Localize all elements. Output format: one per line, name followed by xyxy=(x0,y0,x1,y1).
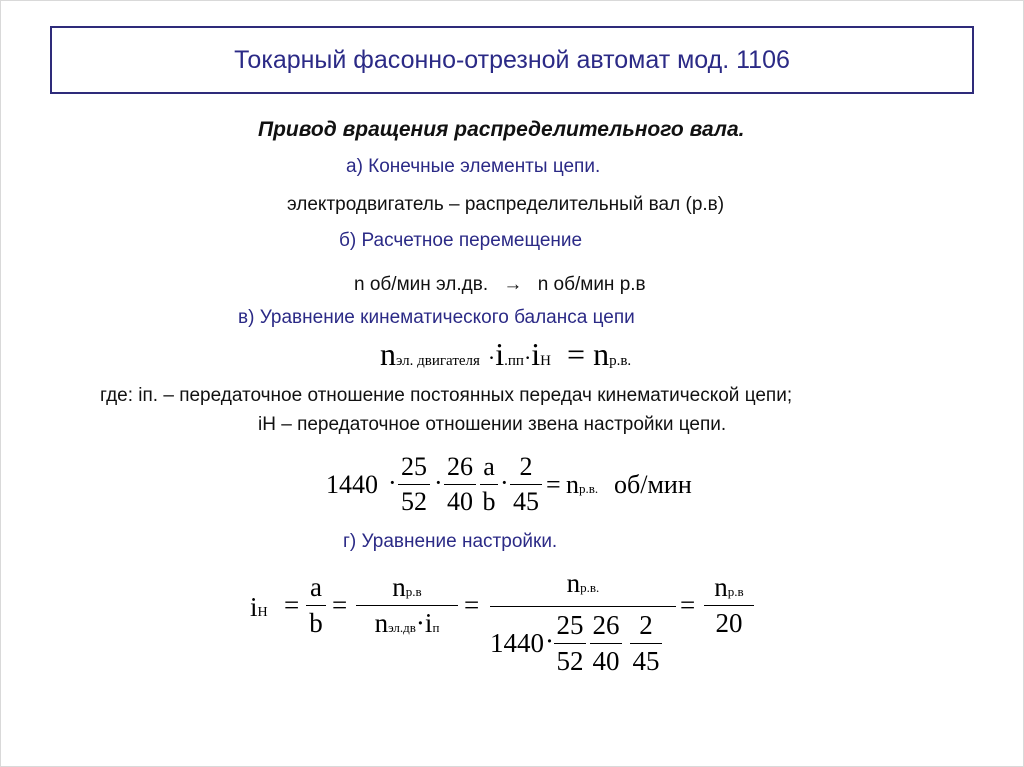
where-line-1: где: iп. – передаточное отношение постоянных передач кинематической цепи; xyxy=(100,385,793,406)
title-box xyxy=(50,26,974,94)
fraction-bar-long xyxy=(490,606,676,607)
section-heading: Привод вращения распределительного вала. xyxy=(258,118,745,141)
slide-title: Токарный фасонно-отрезной автомат мод. 1106 xyxy=(234,46,790,74)
section-v-label: в) Уравнение кинематического баланса цепи xyxy=(238,307,635,328)
fraction-2-45-tuning: 2 45 xyxy=(630,610,662,677)
fraction-nrv-over-20: nр.в 20 xyxy=(704,572,754,639)
fraction-nrv-over-nmotor: nр.в nэл.дв·iп xyxy=(356,572,458,639)
fraction-2-45: 2 45 xyxy=(510,452,542,517)
fraction-a-b-tuning: a b xyxy=(306,572,326,639)
fraction-26-40: 26 40 xyxy=(444,452,476,517)
fraction-26-40-tuning: 26 40 xyxy=(590,610,622,677)
section-g-label: г) Уравнение настройки. xyxy=(343,531,558,552)
fraction-25-52: 25 52 xyxy=(398,452,430,517)
balance-equation-numeric: 1440 · 25 52 · 26 40 a b · 2 45 = nр.в. об/мин xyxy=(326,452,692,516)
motor-speed-text: n об/мин эл.дв. xyxy=(354,274,489,295)
section-a-label: а) Конечные элементы цепи. xyxy=(346,156,601,177)
section-a-text: электродвигатель – распределительный вал (р.в) xyxy=(287,194,725,215)
shaft-speed-text: n об/мин р.в xyxy=(537,274,646,295)
arrow-icon: → xyxy=(503,274,523,295)
section-b-text xyxy=(354,274,646,296)
fraction-25-52-tuning: 25 52 xyxy=(554,610,586,677)
fraction-numeric-numerator: nр.в. xyxy=(566,568,600,598)
fraction-a-b: a b xyxy=(480,452,498,517)
section-b-label: б) Расчетное перемещение xyxy=(339,230,583,251)
kinematic-balance-equation: nэл. двигателя ·i.пп·iН = nр.в. xyxy=(380,336,632,372)
where-line-2: iН – передаточное отношении звена настройки цепи. xyxy=(258,414,727,435)
tuning-equation: iН = a b = nр.в nэл.дв·iп = nр.в. 1440 · 25 52 26 40 2 45 = nр.в 20 xyxy=(250,568,770,688)
